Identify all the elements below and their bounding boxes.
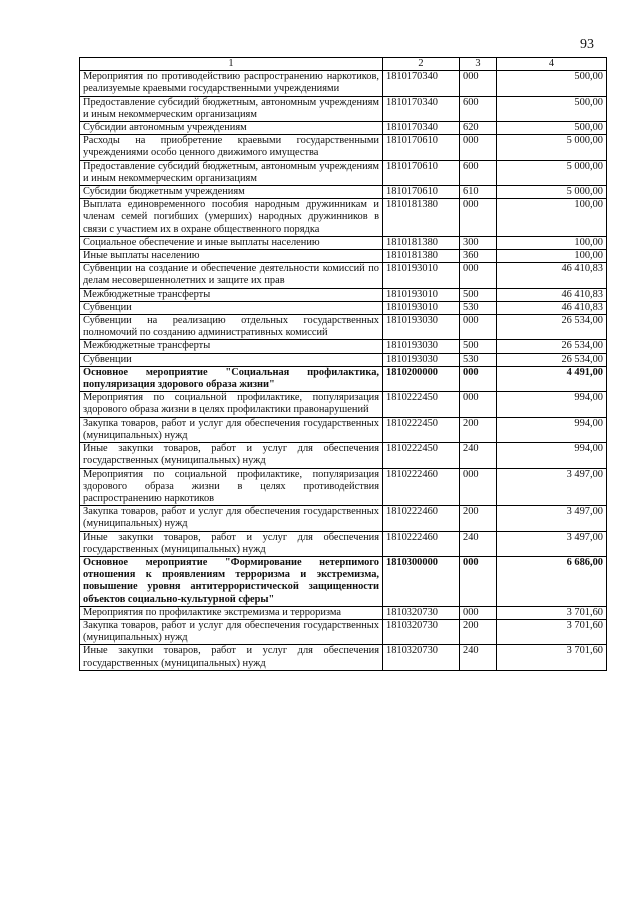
row-name: Субсидии автономным учреждениям [80,122,383,135]
row-amount: 6 686,00 [497,556,607,606]
table-row [80,531,607,556]
row-code: 1810200000 [383,366,460,391]
row-name: Субвенции [80,353,383,366]
row-amount: 46 410,83 [497,263,607,288]
table-row [80,301,607,314]
row-type: 000 [460,71,497,96]
table-row [80,263,607,288]
row-type: 000 [460,199,497,237]
table-row [80,186,607,199]
row-name: Расходы на приобретение краевыми государственными учреждениями особо ценного движимого имущества [80,135,383,160]
table-row [80,199,607,237]
row-code: 1810222450 [383,392,460,417]
row-code: 1810320730 [383,619,460,644]
header-cell: 2 [383,58,460,71]
row-name: Мероприятия по профилактике экстремизма и терроризма [80,606,383,619]
row-name: Мероприятия по противодействию распространению наркотиков, реализуемые краевыми государственными учреждениями [80,71,383,96]
table-row [80,340,607,353]
row-code: 1810181380 [383,199,460,237]
row-code: 1810193030 [383,340,460,353]
table-row [80,135,607,160]
row-amount: 994,00 [497,392,607,417]
row-type: 610 [460,186,497,199]
row-name: Мероприятия по социальной профилактике, популяризация здорового образа жизни в целях профилактики правонарушений [80,392,383,417]
row-amount: 5 000,00 [497,160,607,185]
row-code: 1810170340 [383,71,460,96]
row-name: Предоставление субсидий бюджетным, автономным учреждениям и иным некоммерческим организациям [80,160,383,185]
header-cell: 1 [80,58,383,71]
row-type: 200 [460,417,497,442]
row-type: 240 [460,645,497,670]
table-row [80,250,607,263]
table-row [80,353,607,366]
row-code: 1810193010 [383,263,460,288]
row-type: 000 [460,606,497,619]
row-name: Иные закупки товаров, работ и услуг для обеспечения государственных (муниципальных) нужд [80,443,383,468]
row-type: 000 [460,366,497,391]
table-row [80,71,607,96]
header-row [80,58,607,71]
row-amount: 26 534,00 [497,315,607,340]
row-type: 000 [460,468,497,506]
row-code: 1810170610 [383,135,460,160]
row-type: 600 [460,96,497,121]
table-row [80,315,607,340]
row-amount: 100,00 [497,236,607,249]
row-name: Межбюджетные трансферты [80,340,383,353]
page-number: 93 [580,37,594,52]
row-name: Предоставление субсидий бюджетным, автономным учреждениям и иным некоммерческим организациям [80,96,383,121]
row-name: Иные закупки товаров, работ и услуг для обеспечения государственных (муниципальных) нужд [80,645,383,670]
row-amount: 3 497,00 [497,531,607,556]
row-amount: 500,00 [497,71,607,96]
row-code: 1810300000 [383,556,460,606]
table-row [80,606,607,619]
header-cell: 3 [460,58,497,71]
row-amount: 500,00 [497,122,607,135]
row-name: Субвенции [80,301,383,314]
row-amount: 3 497,00 [497,468,607,506]
row-code: 1810222460 [383,468,460,506]
row-name: Межбюджетные трансферты [80,288,383,301]
table-row [80,96,607,121]
row-amount: 26 534,00 [497,353,607,366]
table-row [80,619,607,644]
row-type: 500 [460,288,497,301]
row-type: 200 [460,619,497,644]
header-cell: 4 [497,58,607,71]
row-code: 1810193030 [383,353,460,366]
table-row [80,417,607,442]
row-code: 1810181380 [383,250,460,263]
row-code: 1810170340 [383,96,460,121]
row-code: 1810170610 [383,160,460,185]
row-type: 360 [460,250,497,263]
row-code: 1810222450 [383,417,460,442]
row-name: Социальное обеспечение и иные выплаты населению [80,236,383,249]
row-name: Основное мероприятие "Социальная профилактика, популяризация здорового образа жизни" [80,366,383,391]
row-code: 1810170610 [383,186,460,199]
budget-table [79,57,607,671]
table-row [80,236,607,249]
row-code: 1810193030 [383,315,460,340]
row-amount: 5 000,00 [497,135,607,160]
row-type: 600 [460,160,497,185]
table-row [80,122,607,135]
row-name: Мероприятия по социальной профилактике, популяризация здорового образа жизни в целях противодействия распространению наркотиков [80,468,383,506]
table-row [80,392,607,417]
row-type: 000 [460,315,497,340]
row-name: Иные выплаты населению [80,250,383,263]
row-type: 240 [460,531,497,556]
row-type: 000 [460,263,497,288]
row-name: Закупка товаров, работ и услуг для обеспечения государственных (муниципальных) нужд [80,619,383,644]
row-name: Субвенции на создание и обеспечение деятельности комиссий по делам несовершеннолетних и защите их прав [80,263,383,288]
table-row [80,556,607,606]
row-type: 240 [460,443,497,468]
row-type: 000 [460,135,497,160]
row-name: Субвенции на реализацию отдельных государственных полномочий по созданию административных комиссий [80,315,383,340]
row-amount: 500,00 [497,96,607,121]
row-amount: 46 410,83 [497,288,607,301]
row-amount: 26 534,00 [497,340,607,353]
row-type: 000 [460,392,497,417]
row-name: Выплата единовременного пособия народным дружинникам и членам семей погибших (умерших) народных дружинников в связи с участием их в охране общественного порядка [80,199,383,237]
row-type: 620 [460,122,497,135]
table-row [80,443,607,468]
table-row [80,468,607,506]
row-type: 530 [460,301,497,314]
row-type: 300 [460,236,497,249]
row-code: 1810181380 [383,236,460,249]
row-amount: 3 701,60 [497,645,607,670]
row-type: 200 [460,506,497,531]
row-name: Основное мероприятие "Формирование нетерпимого отношения к проявлениям терроризма и экстремизма, повышение уровня антитеррористической защищенности объектов социально-культурной сферы" [80,556,383,606]
row-amount: 100,00 [497,250,607,263]
row-amount: 5 000,00 [497,186,607,199]
row-code: 1810170340 [383,122,460,135]
row-code: 1810222450 [383,443,460,468]
row-amount: 994,00 [497,417,607,442]
row-amount: 994,00 [497,443,607,468]
row-code: 1810193010 [383,301,460,314]
row-name: Закупка товаров, работ и услуг для обеспечения государственных (муниципальных) нужд [80,417,383,442]
row-code: 1810320730 [383,606,460,619]
row-amount: 100,00 [497,199,607,237]
row-amount: 3 497,00 [497,506,607,531]
row-amount: 3 701,60 [497,606,607,619]
row-amount: 46 410,83 [497,301,607,314]
table-row [80,366,607,391]
row-amount: 3 701,60 [497,619,607,644]
row-type: 530 [460,353,497,366]
row-type: 000 [460,556,497,606]
table-row [80,160,607,185]
table-row [80,288,607,301]
row-name: Субсидии бюджетным учреждениям [80,186,383,199]
row-amount: 4 491,00 [497,366,607,391]
row-code: 1810193010 [383,288,460,301]
row-code: 1810222460 [383,506,460,531]
row-code: 1810320730 [383,645,460,670]
table-row [80,506,607,531]
row-name: Закупка товаров, работ и услуг для обеспечения государственных (муниципальных) нужд [80,506,383,531]
row-type: 500 [460,340,497,353]
table-row [80,645,607,670]
row-code: 1810222460 [383,531,460,556]
row-name: Иные закупки товаров, работ и услуг для обеспечения государственных (муниципальных) нужд [80,531,383,556]
